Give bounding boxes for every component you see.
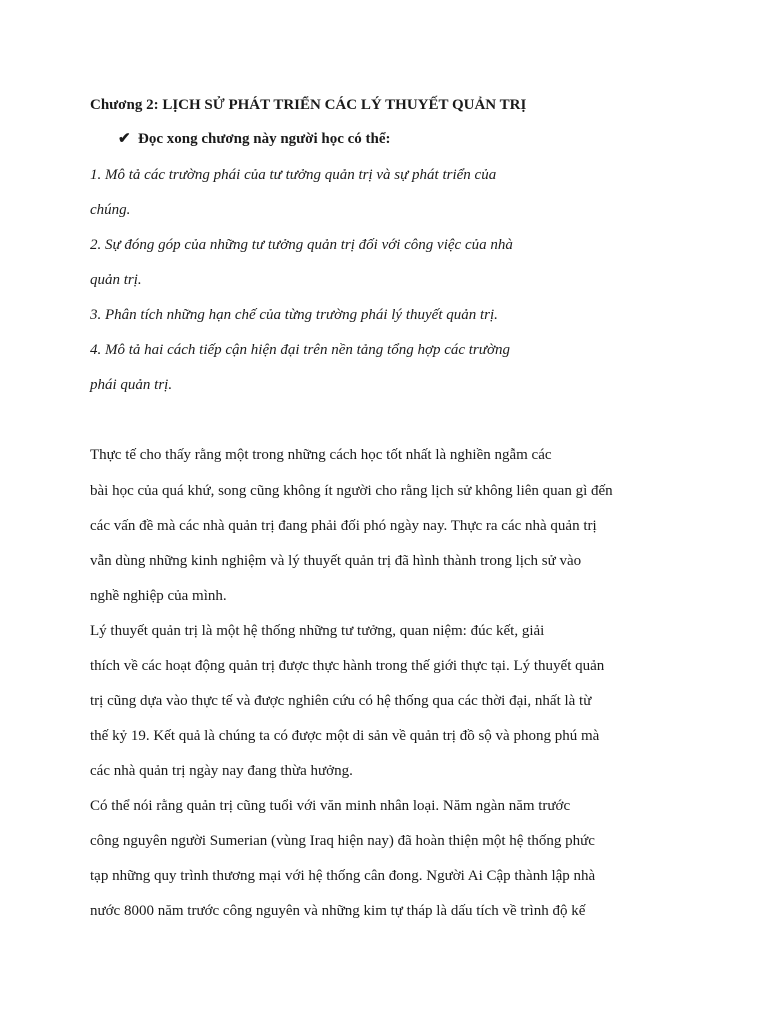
checkmark-icon: ✔ xyxy=(118,131,131,147)
body-line: công nguyên người Sumerian (vùng Iraq hiện nay) đã hoàn thiện một hệ thống phức xyxy=(90,833,595,849)
body-line: Có thể nói rằng quản trị cũng tuổi với văn minh nhân loại. Năm ngàn năm trước xyxy=(90,798,571,814)
body-line: Thực tế cho thấy rằng một trong những cách học tốt nhất là nghiền ngẫm các xyxy=(90,447,552,463)
objectives-heading: Đọc xong chương này người học có thể: xyxy=(138,131,391,147)
body-line: các nhà quản trị ngày nay đang thừa hưởng. xyxy=(90,763,353,779)
body-line: thế kỷ 19. Kết quả là chúng ta có được một di sản về quản trị đồ sộ và phong phú mà xyxy=(90,728,600,744)
chapter-title: Chương 2: LỊCH SỬ PHÁT TRIỂN CÁC LÝ THUYẾT QUẢN TRỊ xyxy=(90,97,527,113)
objective-line: phái quản trị. xyxy=(90,377,173,393)
objective-line: quản trị. xyxy=(90,272,142,288)
objective-line: 1. Mô tả các trường phái của tư tưởng quản trị và sự phát triển của xyxy=(90,167,497,183)
body-line: nước 8000 năm trước công nguyên và những kim tự tháp là dấu tích về trình độ kế xyxy=(90,903,586,919)
objective-line: chúng. xyxy=(90,202,131,218)
objective-line: 4. Mô tả hai cách tiếp cận hiện đại trên nền tảng tổng hợp các trường xyxy=(90,342,510,358)
body-line: các vấn đề mà các nhà quản trị đang phải đối phó ngày nay. Thực ra các nhà quản trị xyxy=(90,518,597,534)
body-line: trị cũng dựa vào thực tế và được nghiên cứu có hệ thống qua các thời đại, nhất là từ xyxy=(90,693,592,709)
body-line: vẫn dùng những kinh nghiệm và lý thuyết quản trị đã hình thành trong lịch sử vào xyxy=(90,553,582,569)
body-line: thích về các hoạt động quản trị được thực hành trong thế giới thực tại. Lý thuyết quản xyxy=(90,658,605,674)
body-line: bài học của quá khứ, song cũng không ít người cho rằng lịch sử không liên quan gì đến xyxy=(90,483,613,499)
body-line: tạp những quy trình thương mại với hệ thống cân đong. Người Ai Cập thành lập nhà xyxy=(90,868,596,884)
objective-line: 2. Sự đóng góp của những tư tưởng quản trị đối với công việc của nhà xyxy=(90,237,513,253)
objective-line: 3. Phân tích những hạn chế của từng trường phái lý thuyết quản trị. xyxy=(90,307,498,323)
body-line: nghề nghiệp của mình. xyxy=(90,588,227,604)
objectives-heading-row xyxy=(118,130,391,148)
body-line: Lý thuyết quản trị là một hệ thống những tư tưởng, quan niệm: đúc kết, giải xyxy=(90,623,545,639)
